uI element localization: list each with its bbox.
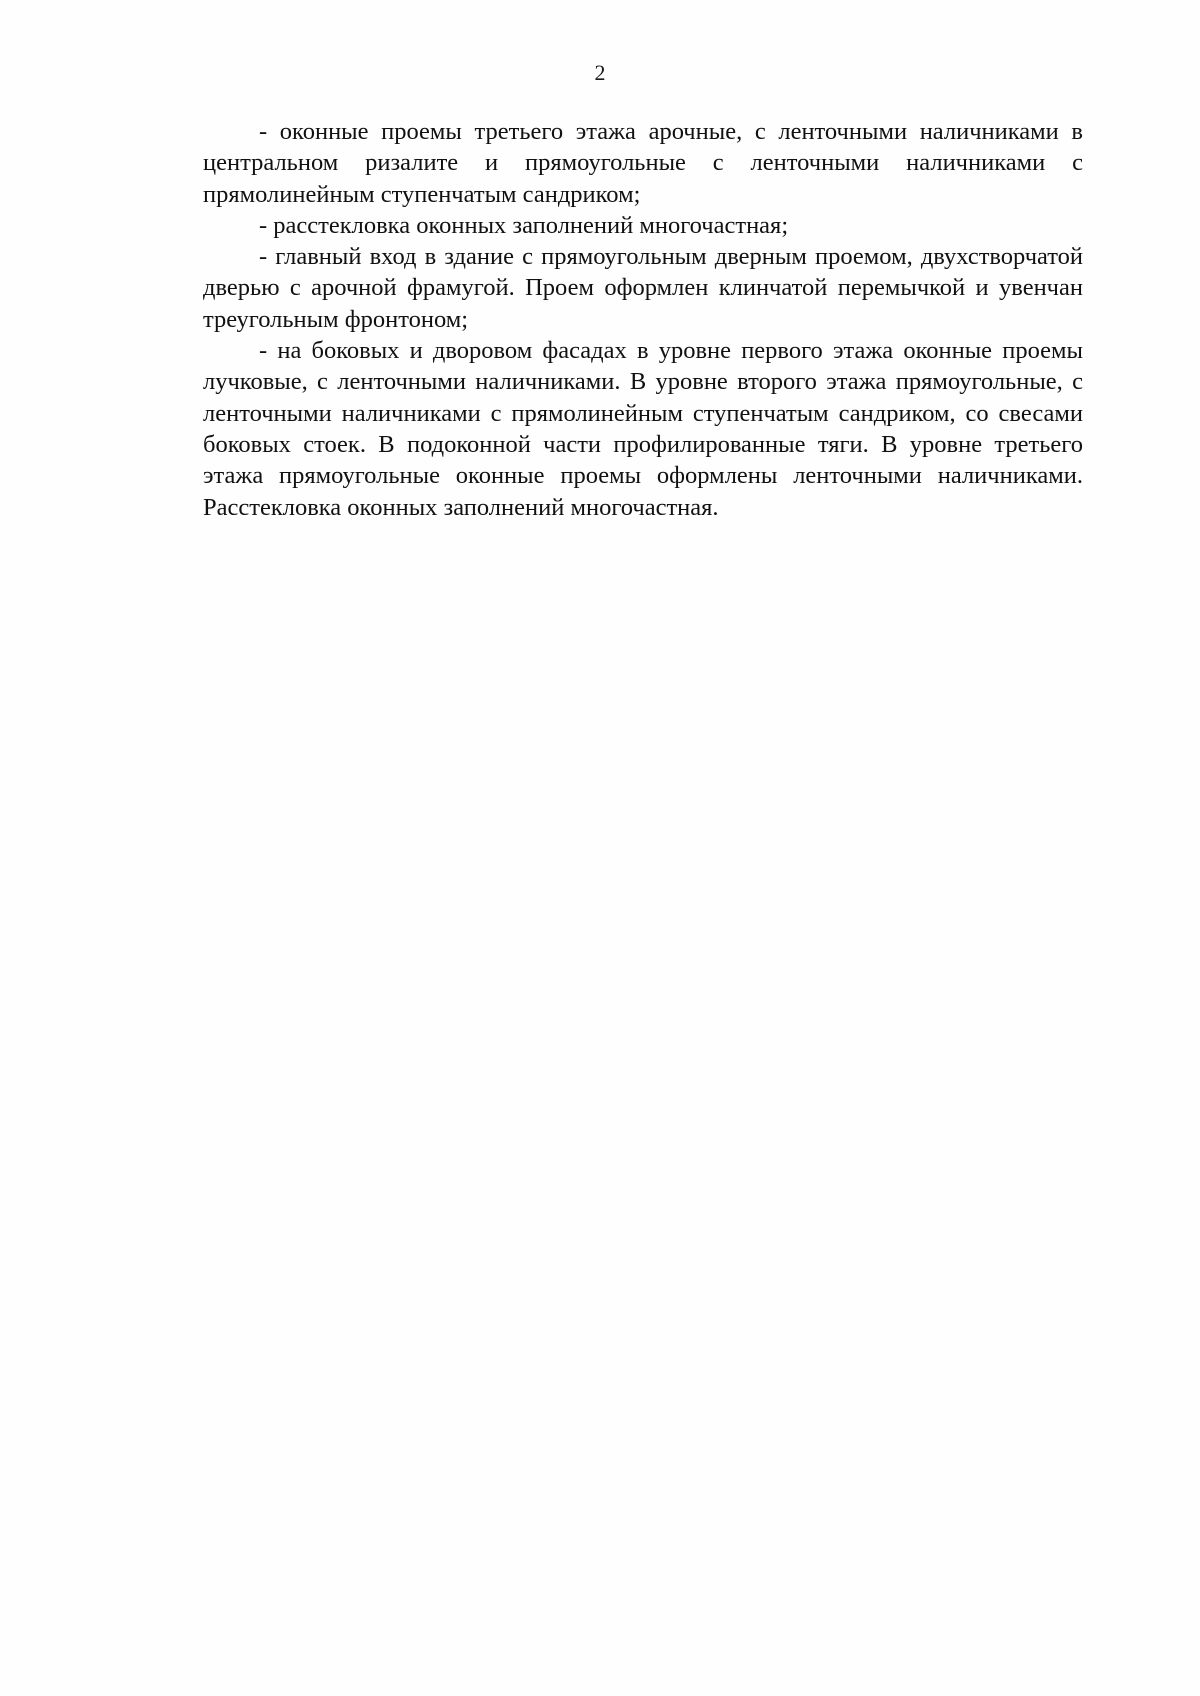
paragraph-third-floor-windows: - оконные проемы третьего этажа арочные, с ленточными наличниками в центральном ризалите и прямоугольные с ленточными наличниками с прямолинейным ступенчатым сандриком;	[203, 118, 1083, 208]
page-number: 2	[594, 60, 606, 85]
document-body	[203, 116, 1083, 523]
paragraph-main-entrance: - главный вход в здание с прямоугольным дверным проемом, двухстворчатой дверью с арочной фрамугой. Проем оформлен клинчатой перемычкой и увенчан треугольным фронтоном;	[203, 243, 1083, 333]
paragraph-glazing: - расстекловка оконных заполнений многочастная;	[259, 211, 789, 239]
paragraph-side-facades: - на боковых и дворовом фасадах в уровне первого этажа оконные проемы лучковые, с ленточными наличниками. В уровне второго этажа прямоугольные, с ленточными наличниками с прямолинейным ступенчатым сандриком, со свесами боковых стоек. В подоконной части профилированные тяги. В уровне третьего этажа прямоугольные оконные проемы оформлены ленточными наличниками. Расстекловка оконных заполнений многочастная.	[203, 337, 1083, 521]
